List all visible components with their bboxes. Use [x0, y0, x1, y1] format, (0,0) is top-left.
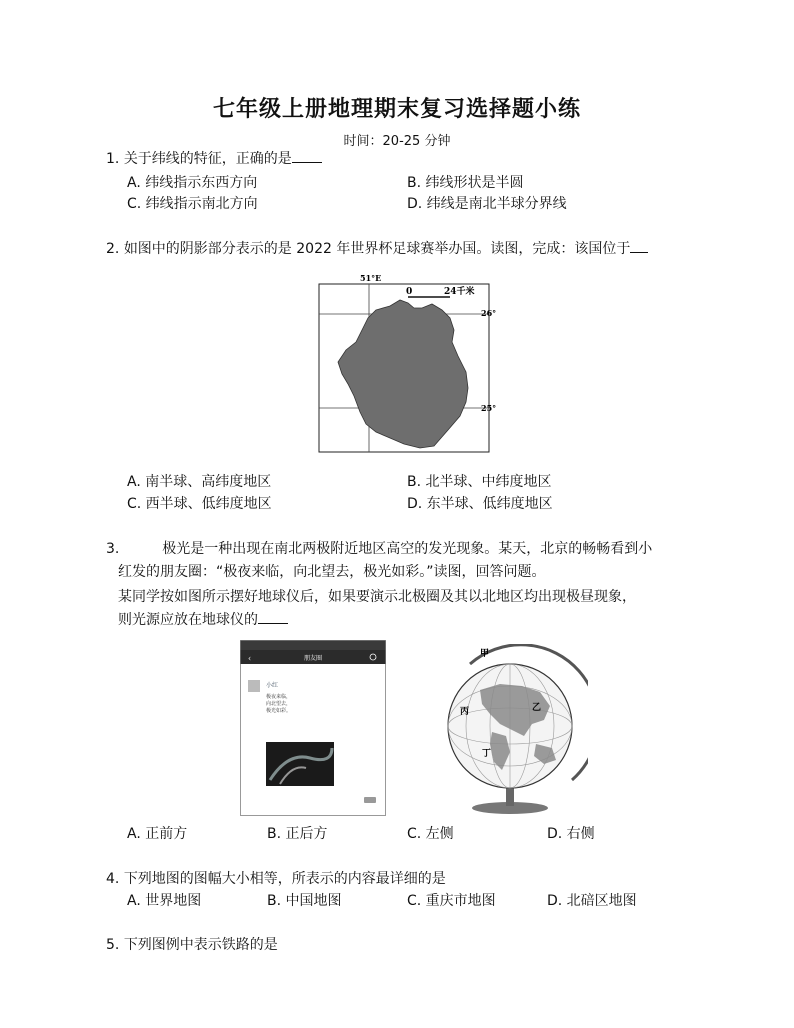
aurora-photo [266, 742, 334, 786]
question-5 [106, 934, 278, 956]
nav-title: 朋友圈 [303, 655, 323, 662]
option-c: C. 左侧 [407, 826, 454, 842]
latitude-label-bottom: 25° [481, 403, 496, 413]
globe-illustration [440, 644, 588, 816]
label-ding: 丁 [482, 749, 492, 759]
question-text: 则光源应放在地球仪的 [118, 612, 258, 628]
question-4 [106, 868, 446, 890]
comment-icon [364, 797, 376, 803]
scale-value: 24千米 [444, 287, 475, 297]
question-text: 关于纬线的特征，正确的是 [123, 151, 292, 167]
question-number: 5. [106, 937, 120, 953]
option-a: A. 纬线指示东西方向 [127, 175, 258, 191]
post-text-2: 向北望去， [266, 701, 292, 707]
question-text: 下列地图的图幅大小相等，所表示的内容最详细的是 [123, 871, 446, 887]
answer-blank [292, 148, 322, 163]
post-text-1: 极夜来临， [266, 694, 292, 700]
question-number: 3. [106, 541, 120, 557]
option-c: C. 纬线指示南北方向 [127, 196, 258, 212]
label-yi: 乙 [532, 703, 542, 713]
option-d: D. 右侧 [547, 826, 595, 842]
question-3-line-4 [118, 609, 288, 631]
label-jia: 甲 [480, 649, 490, 659]
question-3-line-3: 某同学按如图所示摆好地球仪后，如果要演示北极圈及其以北地区均出现极昼现象， [118, 589, 636, 605]
question-number: 1. [106, 151, 120, 167]
post-user: 小红 [266, 682, 279, 689]
option-a: A. 世界地图 [127, 893, 202, 909]
option-a: A. 正前方 [127, 826, 188, 842]
question-3-line-2: 红发的朋友圈：“极夜来临，向北望去，极光如彩。”读图，回答问题。 [118, 564, 546, 580]
qatar-shape [338, 300, 468, 448]
back-icon: ‹ [248, 654, 252, 663]
option-c: C. 重庆市地图 [407, 893, 496, 909]
avatar [248, 680, 260, 692]
option-b: B. 纬线形状是半圆 [407, 175, 524, 191]
option-b: B. 正后方 [267, 826, 328, 842]
question-1 [106, 148, 322, 170]
option-b: B. 中国地图 [267, 893, 342, 909]
question-text: 如图中的阴影部分表示的是 2022 年世界杯足球赛举办国。读图，完成：该国位于 [123, 241, 631, 257]
option-a: A. 南半球、高纬度地区 [127, 474, 272, 490]
option-b: B. 北半球、中纬度地区 [407, 474, 552, 490]
option-d: D. 北碚区地图 [547, 893, 637, 909]
answer-blank [630, 238, 648, 253]
page-title: 七年级上册地理期末复习选择题小练 [212, 96, 581, 122]
qatar-map [316, 270, 496, 456]
status-bar [241, 641, 386, 651]
question-number: 4. [106, 871, 120, 887]
question-text: 下列图例中表示铁路的是 [123, 937, 278, 953]
phone-frame [241, 641, 386, 816]
post-text-3: 极光如彩。 [266, 708, 292, 714]
question-text: 极光是一种出现在南北两极附近地区高空的发光现象。某天，北京的畅畅看到小 [162, 541, 653, 557]
scale-zero: 0 [406, 287, 413, 297]
option-d: D. 纬线是南北半球分界线 [407, 196, 567, 212]
phone-moments-screenshot [240, 640, 386, 816]
question-3-line-1 [106, 538, 652, 560]
page-subtitle: 时间：20-25 分钟 [343, 134, 451, 149]
answer-blank [258, 609, 288, 624]
longitude-label: 51°E [360, 273, 382, 283]
latitude-label-top: 26° [481, 308, 496, 318]
option-c: C. 西半球、低纬度地区 [127, 496, 272, 512]
option-d: D. 东半球、低纬度地区 [407, 496, 553, 512]
question-2 [106, 238, 648, 260]
question-number: 2. [106, 241, 120, 257]
label-bing: 丙 [460, 707, 470, 717]
